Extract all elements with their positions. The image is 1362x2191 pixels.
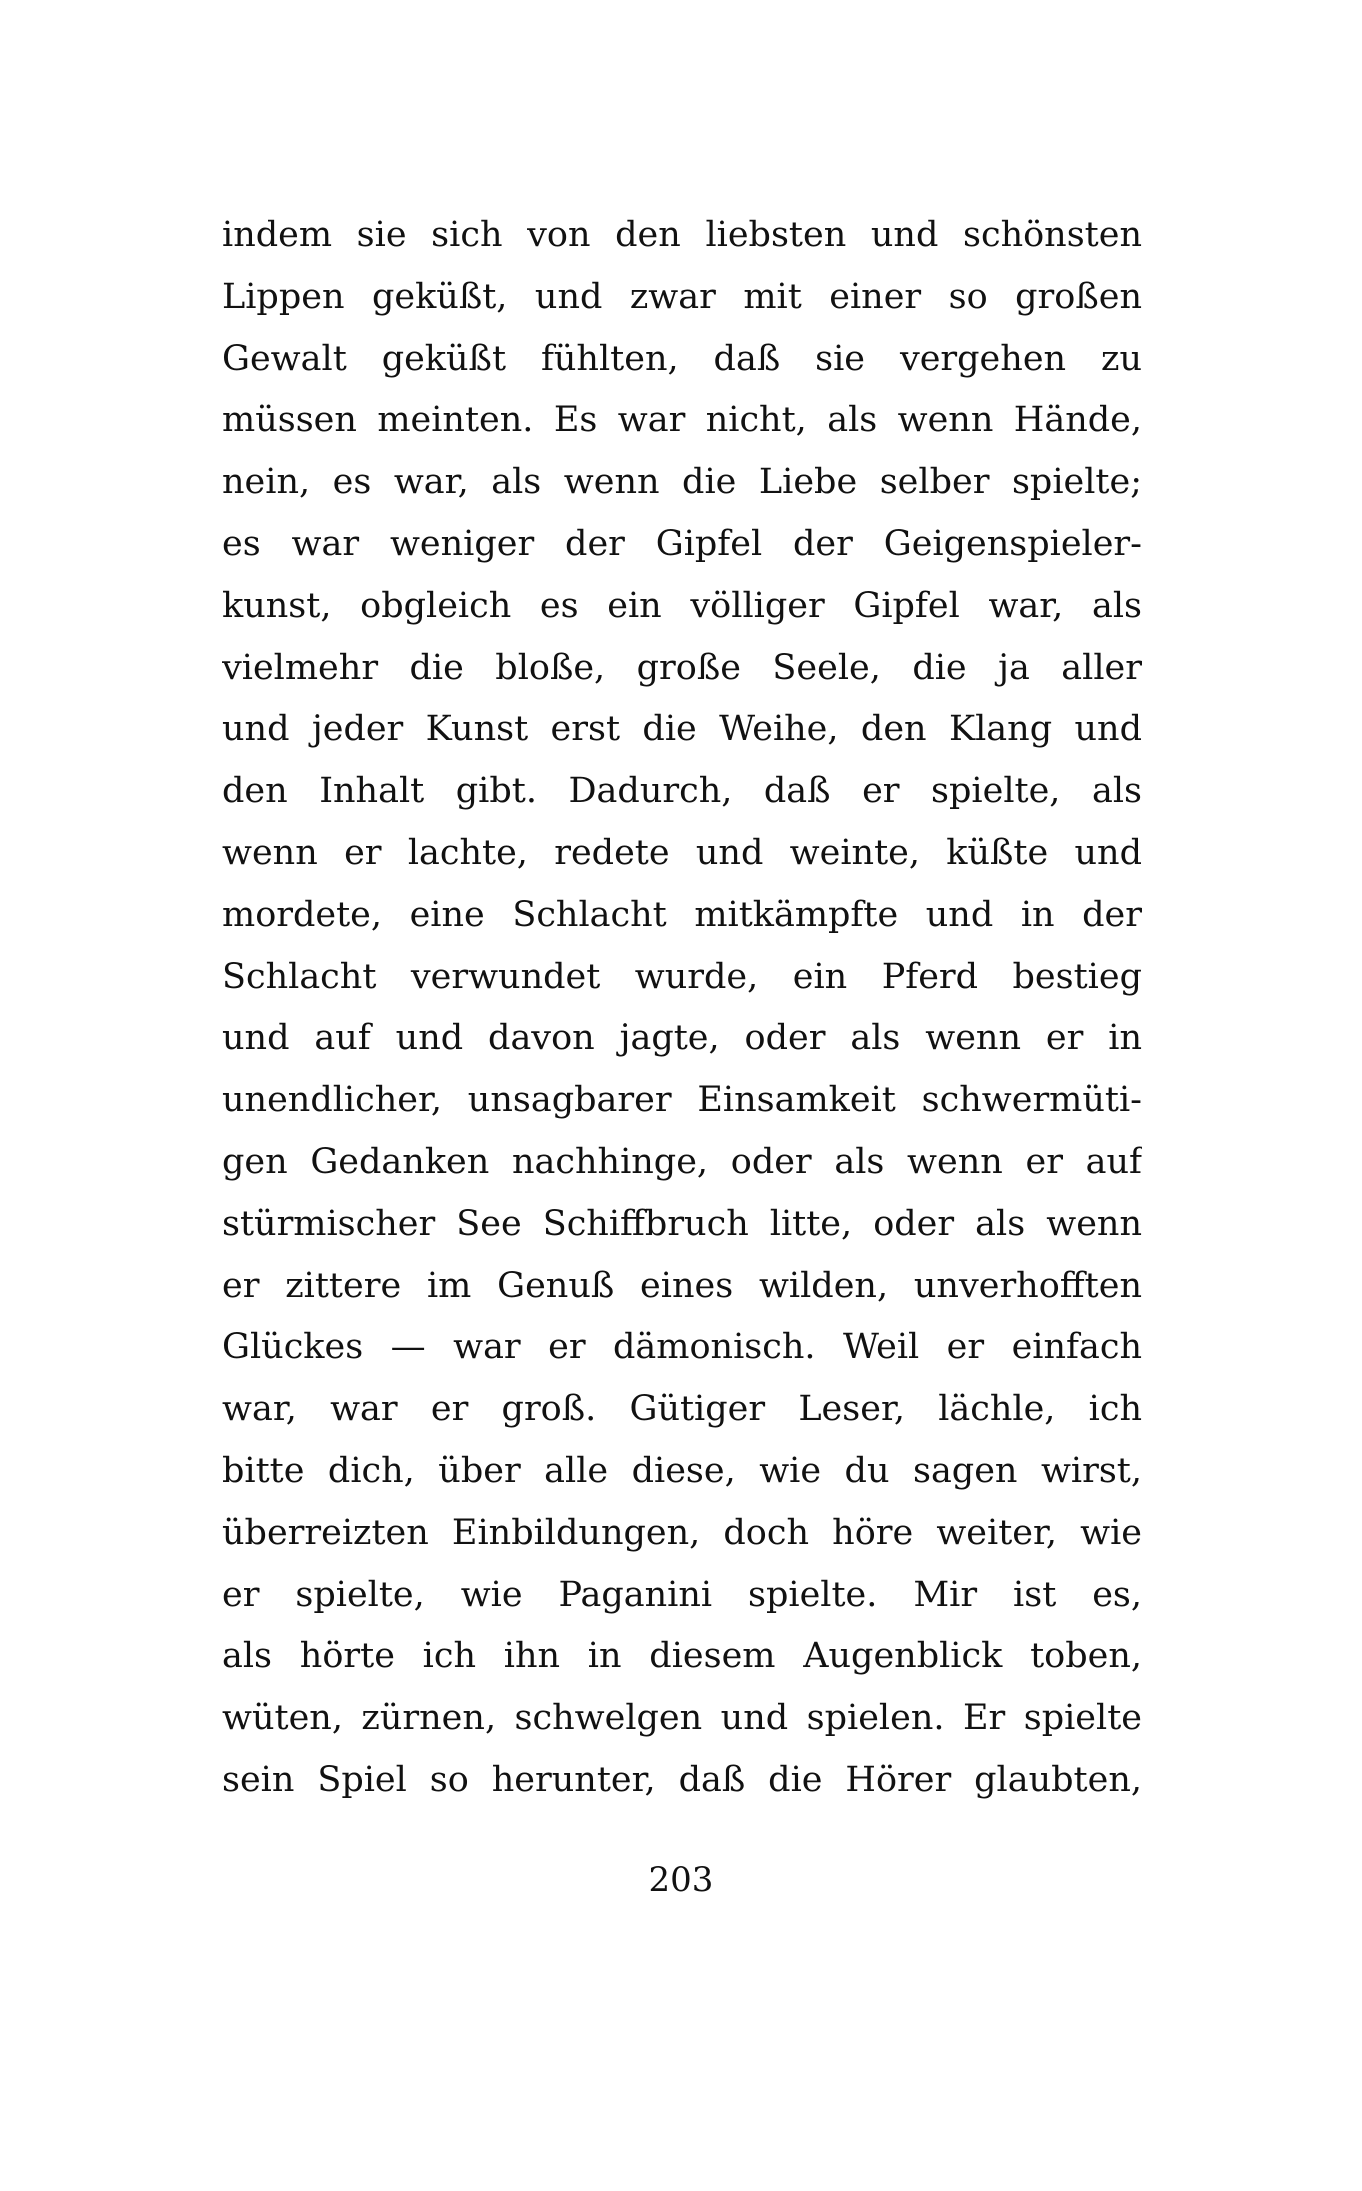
text-line: bitte dich, über alle diese, wie du sagen wirst, <box>222 1450 1142 1491</box>
text-line: den Inhalt gibt. Dadurch, daß er spielte, als <box>222 771 1142 812</box>
text-line: gen Gedanken nachhinge, oder als wenn er auf <box>222 1141 1142 1182</box>
text-line: als hörte ich ihn in diesem Augenblick toben, <box>222 1636 1142 1677</box>
text-line: Lippen geküßt, und zwar mit einer so großen <box>222 276 1142 317</box>
text-line: sein Spiel so herunter, daß die Hörer glaubten, <box>222 1759 1142 1800</box>
text-line: war, war er groß. Gütiger Leser, lächle, ich <box>222 1389 1142 1430</box>
body-text <box>222 205 1142 1812</box>
text-line: Glückes — war er dämonisch. Weil er einfach <box>222 1327 1142 1368</box>
text-line: und jeder Kunst erst die Weihe, den Klang und <box>222 709 1142 750</box>
text-line: nein, es war, als wenn die Liebe selber spielte; <box>222 462 1142 503</box>
text-line: müssen meinten. Es war nicht, als wenn Hände, <box>222 400 1142 441</box>
text-line: Gewalt geküßt fühlten, daß sie vergehen zu <box>222 338 1142 379</box>
text-line: Schlacht verwundet wurde, ein Pferd bestieg <box>222 956 1142 997</box>
text-line: wenn er lachte, redete und weinte, küßte und <box>222 832 1142 873</box>
text-line: indem sie sich von den liebsten und schönsten <box>222 215 1142 255</box>
text-line: mordete, eine Schlacht mitkämpfte und in der <box>222 894 1142 935</box>
text-line: unendlicher, unsagbarer Einsamkeit schwermüti- <box>222 1080 1142 1121</box>
text-line: es war weniger der Gipfel der Geigenspieler- <box>222 523 1142 564</box>
text-line: vielmehr die bloße, große Seele, die ja aller <box>222 647 1142 688</box>
text-line: er spielte, wie Paganini spielte. Mir ist es, <box>222 1574 1142 1615</box>
text-line: und auf und davon jagte, oder als wenn er in <box>222 1018 1142 1059</box>
text-line: kunst, obgleich es ein völliger Gipfel war, als <box>222 585 1142 626</box>
text-line: überreizten Einbildungen, doch höre weiter, wie <box>222 1512 1142 1553</box>
text-line: wüten, zürnen, schwelgen und spielen. Er spielte <box>222 1698 1142 1739</box>
text-line: er zittere im Genuß eines wilden, unverhofften <box>222 1265 1142 1306</box>
text-line: stürmischer See Schiffbruch litte, oder als wenn <box>222 1203 1142 1244</box>
page-number: 203 <box>648 1860 714 1900</box>
